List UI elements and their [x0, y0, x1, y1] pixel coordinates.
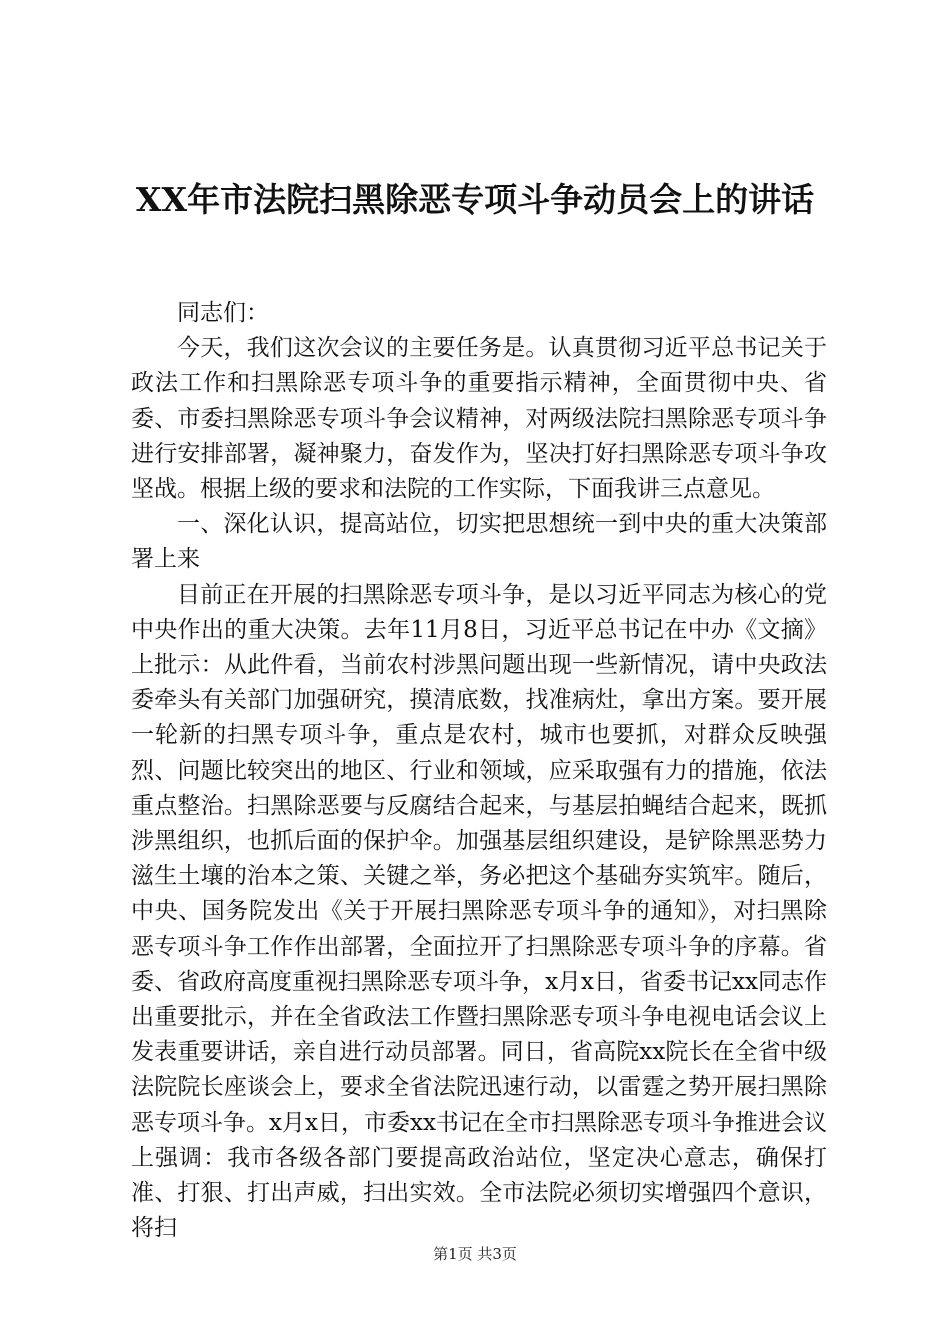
page-number-footer: 第1页 共3页 [433, 1245, 517, 1263]
document-title: XX年市法院扫黑除恶专项斗争动员会上的讲话 [135, 180, 815, 219]
body-paragraph: 目前正在开展的扫黑除恶专项斗争，是以习近平同志为核心的党中央作出的重大决策。去年11月8日，习近平总书记在中办《文摘》上批示：从此件看，当前农村涉黑问题出现一些新情况，请中央政法委牵头有关部门加强研究，摸清底数，找准病灶，拿出方案。要开展一轮新的扫黑专项斗争，重点是农村，城市也要抓，对群众反映强烈、问题比较突出的地区、行业和领域，应采取强有力的措施，依法重点整治。扫黑除恶要与反腐结合起来，与基层拍蝇结合起来，既抓涉黑组织，也抓后面的保护伞。加强基层组织建设，是铲除黑恶势力滋生土壤的治本之策、关键之举，务必把这个基础夯实筑牢。随后，中央、国务院发出《关于开展扫黑除恶专项斗争的通知》，对扫黑除恶专项斗争工作作出部署，全面拉开了扫黑除恶专项斗争的序幕。省委、省政府高度重视扫黑除恶专项斗争，x月x日，省委书记xx同志作出重要批示，并在全省政法工作暨扫黑除恶专项斗争电视电话会议上发表重要讲话，亲自进行动员部署。同日，省高院xx院长在全省中级法院院长座谈会上，要求全省法院迅速行动，以雷霆之势开展扫黑除恶专项斗争。x月x日，市委xx书记在全市扫黑除恶专项斗争推进会议上强调：我市各级各部门要提高政治站位，坚定决心意志，确保打准、打狠、打出声威，扫出实效。全市法院必须切实增强四个意识，将扫 [131, 581, 827, 1242]
intro-paragraph: 今天，我们这次会议的主要任务是。认真贯彻习近平总书记关于政法工作和扫黑除恶专项斗争的重要指示精神，全面贯彻中央、省委、市委扫黑除恶专项斗争会议精神，对两级法院扫黑除恶专项斗争进行安排部署，凝神聚力，奋发作为，坚决打好扫黑除恶专项斗争攻坚战。根据上级的要求和法院的工作实际，下面我讲三点意见。 [131, 335, 827, 503]
document-body [131, 296, 827, 1246]
section-heading-one: 一、深化认识，提高站位，切实把思想统一到中央的重大决策部署上来 [131, 511, 827, 573]
salutation-paragraph: 同志们： [177, 300, 269, 326]
